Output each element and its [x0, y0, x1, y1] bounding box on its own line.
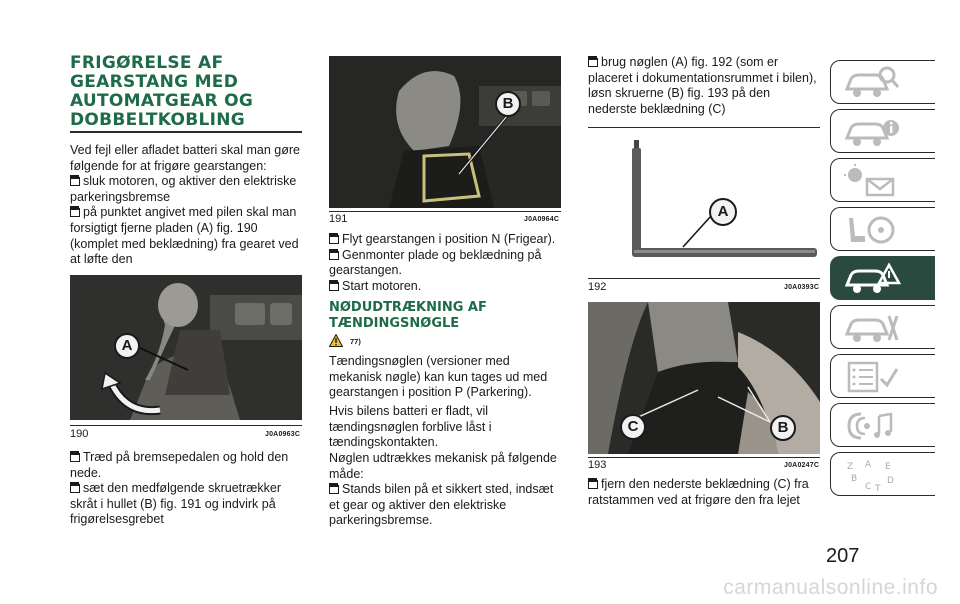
car-info-icon [841, 114, 901, 150]
bullet-text: fjern den nederste beklædning (C) fra ratstammen ved at frigøre den fra lejet [588, 477, 809, 507]
figure-191-photo [329, 56, 561, 208]
warning-triangle-icon [329, 334, 343, 347]
gear-lever-illustration [70, 275, 302, 420]
warning-reference: 77) [350, 337, 361, 346]
steps-paragraph [329, 232, 563, 294]
car-emergency-icon [841, 261, 901, 297]
shift-boot-illustration [329, 56, 561, 208]
steps-paragraph [70, 450, 302, 528]
bullet-text: Start motoren. [342, 278, 422, 293]
figure-caption-rule [329, 211, 561, 212]
key-paragraph-3: Nøglen udtrækkes mekanisk på følgende måde: [329, 451, 557, 481]
bullet-text: Stands bilen på et sikkert sted, indsæt et gear og aktiver den elektriske parkeringsbremse. [329, 482, 554, 528]
figure-number: 191 [329, 213, 348, 225]
bullet-icon [70, 177, 80, 186]
car-magnifier-icon [841, 65, 901, 101]
figure-caption-rule [588, 457, 820, 458]
bullet-text: på punktet angivet med pilen skal man forsigtigt fjerne pladen (A) fig. 190 (komplet med beklædning) fra gearet ved at løfte den [70, 205, 299, 267]
index-letter: Z [847, 462, 854, 472]
bullet-icon [329, 485, 339, 494]
figure-code: J0A0963C [265, 431, 301, 438]
figure-192-drawing [588, 130, 820, 278]
tab-index[interactable] [830, 452, 935, 496]
figure-code: J0A0393C [784, 284, 820, 291]
watermark: carmanualsonline.info [723, 576, 938, 599]
tab-multimedia[interactable] [830, 403, 935, 447]
steps-paragraph [588, 55, 820, 117]
page-number: 207 [826, 545, 860, 567]
warning-light-envelope-icon [841, 163, 901, 199]
tab-safety[interactable] [830, 207, 935, 251]
callout-a: A [114, 333, 140, 359]
index-letter: A [865, 460, 872, 470]
bullet-text: Genmonter plade og beklædning på gearstangen. [329, 247, 542, 278]
bullet-text: Træd på bremsepedalen og hold den nede. [70, 450, 289, 480]
callout-c: C [620, 414, 646, 440]
figure-193-photo [588, 302, 820, 454]
bullet-icon [588, 58, 598, 67]
steps-paragraph [329, 482, 563, 529]
bullet-text: brug nøglen (A) fig. 192 (som er placeret i dokumentationsrummet i bilen), løsn skruerne (B) fig. 193 på den nederste beklædning (C) [588, 55, 817, 116]
bullet-icon [588, 480, 598, 489]
seat-steering-wheel-icon [841, 212, 901, 248]
tab-getting-to-know-car[interactable] [830, 60, 935, 104]
key-paragraph-2: Hvis bilens batteri er fladt, vil tændingsnøglen forblive låst i tændingskontakten. [329, 404, 492, 450]
figure-caption-rule [70, 425, 302, 426]
index-letter: D [887, 476, 894, 486]
car-service-tools-icon [841, 310, 901, 346]
tab-warnings[interactable] [830, 158, 935, 202]
figure-top-rule [588, 127, 820, 128]
callout-b: B [495, 91, 521, 117]
bullet-text: Flyt gearstangen i position N (Frigear). [342, 232, 556, 246]
callout-a: A [709, 198, 737, 226]
bullet-text: sluk motoren, og aktiver den elektriske parkeringsbremse [70, 174, 297, 204]
bullet-icon [329, 235, 339, 244]
tab-dashboard[interactable] [830, 109, 935, 153]
bullet-text: sæt den medfølgende skruetrækker skråt i hullet (B) fig. 191 og indvirk på frigørelsesgrebet [70, 481, 282, 527]
alphabetical-index-icon [841, 457, 901, 493]
bullet-icon [70, 484, 80, 493]
intro-paragraph [70, 143, 302, 268]
multimedia-icon [841, 408, 901, 444]
bullet-icon [70, 453, 80, 462]
bullet-icon [70, 208, 80, 217]
figure-number: 192 [588, 281, 607, 293]
tab-specifications[interactable] [830, 354, 935, 398]
tab-emergency[interactable] [830, 256, 935, 300]
section-heading-gear-release: FRIGØRELSE AF GEARSTANG MED AUTOMATGEAR OG DOBBELTKOBLING [70, 53, 254, 130]
section-heading-key-release: NØDUDTRÆKNING AF TÆNDINGSNØGLE [329, 300, 487, 331]
checklist-specifications-icon [841, 359, 901, 395]
index-letter: T [875, 484, 881, 493]
callout-b: B [770, 415, 796, 441]
tab-service[interactable] [830, 305, 935, 349]
figure-code: J0A0964C [524, 216, 560, 223]
bullet-icon [329, 282, 339, 291]
steps-paragraph [588, 477, 820, 508]
index-letter: B [851, 474, 858, 484]
heading-rule [70, 131, 302, 133]
index-letter: E [885, 462, 891, 472]
figure-caption-rule [588, 278, 820, 279]
intro-text: Ved fejl eller afladet batteri skal man gøre følgende for at frigøre gearstangen: [70, 143, 300, 173]
l-shaped-key-tool-illustration [588, 130, 820, 278]
index-letter: C [865, 482, 872, 492]
figure-code: J0A0247C [784, 462, 820, 469]
figure-number: 190 [70, 428, 89, 440]
figure-number: 193 [588, 459, 607, 471]
figure-190-photo [70, 275, 302, 420]
key-paragraph-1: Tændingsnøglen (versioner med mekanisk nøgle) kan kun tages ud med gearstangen i position P (Parkering). [329, 354, 548, 400]
bullet-icon [329, 251, 339, 260]
